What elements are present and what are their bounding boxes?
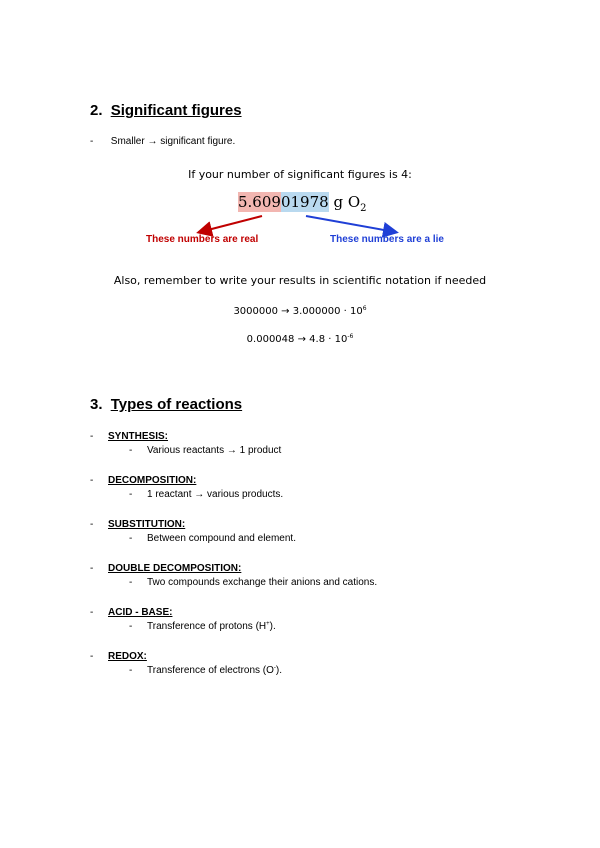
example-1-left: 3000000	[233, 306, 278, 317]
arrow-icon: →	[297, 334, 306, 345]
reaction-item-acid-base	[90, 607, 172, 618]
reaction-item-double-decomposition	[90, 563, 241, 574]
bullet-dash: -	[90, 607, 94, 618]
unit-subscript: 2	[360, 203, 367, 214]
section-2-bullet	[90, 136, 235, 147]
bullet-dash: -	[90, 136, 94, 147]
bullet-text: Smaller → significant figure.	[110, 136, 236, 147]
reaction-desc: 1 reactant → various products.	[147, 489, 284, 500]
example-2-left: 0.000048	[246, 334, 295, 345]
lie-label: These numbers are a lie	[330, 234, 444, 245]
section-3-heading	[90, 396, 242, 413]
example-2-right: 4.8 · 10	[309, 334, 348, 345]
example-1	[0, 306, 600, 317]
section-2-number: 2.	[90, 102, 103, 119]
example-2-exponent: -6	[347, 333, 354, 340]
reaction-item-synthesis	[90, 431, 168, 442]
bullet-dash: -	[90, 519, 94, 530]
reaction-desc-double-decomposition	[129, 577, 377, 588]
example-1-right: 3.000000 · 10	[292, 306, 363, 317]
sci-notation-note: Also, remember to write your results in scientific notation if needed	[113, 274, 487, 287]
reaction-desc-post: ).	[269, 621, 276, 632]
reaction-desc: Between compound and element.	[147, 533, 296, 544]
red-arrow	[200, 216, 262, 232]
sub-bullet-dash: -	[129, 665, 133, 676]
bullet-dash: -	[90, 563, 94, 574]
blue-arrow	[306, 216, 395, 232]
section-3-title: Types of reactions	[110, 396, 243, 413]
reaction-item-substitution	[90, 519, 185, 530]
reaction-desc-pre: Transference of protons (H	[147, 621, 267, 632]
example-1-exponent: 6	[362, 305, 367, 312]
sub-bullet-dash: -	[129, 621, 133, 632]
sub-bullet-dash: -	[129, 489, 133, 500]
arrow-icon: →	[281, 306, 290, 317]
reaction-desc-redox	[129, 665, 282, 676]
reaction-label: REDOX:	[108, 651, 147, 662]
sub-bullet-dash: -	[129, 533, 133, 544]
electron-charge: -	[273, 665, 276, 671]
reaction-item-redox	[90, 651, 147, 662]
reaction-item-decomposition	[90, 475, 196, 486]
unit: g O	[333, 193, 361, 211]
reaction-desc-post: ).	[275, 665, 283, 676]
real-label: These numbers are real	[146, 234, 259, 245]
sigfig-arrows	[0, 210, 600, 250]
reaction-label: SYNTHESIS:	[108, 431, 169, 442]
example-2	[0, 334, 600, 345]
section-3-number: 3.	[90, 396, 103, 413]
reaction-label: ACID - BASE:	[108, 607, 173, 618]
bullet-dash: -	[90, 431, 94, 442]
proton-charge: +	[266, 621, 270, 627]
reaction-label: SUBSTITUTION:	[108, 519, 186, 530]
reaction-desc: Two compounds exchange their anions and cations.	[147, 577, 378, 588]
sigfig-intro: If your number of significant figures is 4:	[188, 168, 412, 181]
reaction-desc: Various reactants → 1 product	[147, 445, 282, 456]
sigfig-number	[238, 193, 367, 214]
sub-bullet-dash: -	[129, 445, 133, 456]
real-digits: 5.609	[238, 193, 281, 211]
sub-bullet-dash: -	[129, 577, 133, 588]
lie-digits: 01978	[280, 193, 329, 211]
reaction-label: DOUBLE DECOMPOSITION:	[108, 563, 242, 574]
reaction-desc-synthesis	[129, 445, 281, 456]
reaction-label: DECOMPOSITION:	[108, 475, 197, 486]
reaction-desc-decomposition	[129, 489, 283, 500]
section-2-title: Significant figures	[110, 102, 242, 119]
bullet-dash: -	[90, 475, 94, 486]
reaction-desc-acid-base	[129, 621, 276, 632]
reaction-desc-substitution	[129, 533, 296, 544]
reaction-desc-pre: Transference of electrons (O	[147, 665, 274, 676]
section-2-heading	[90, 102, 242, 119]
bullet-dash: -	[90, 651, 94, 662]
